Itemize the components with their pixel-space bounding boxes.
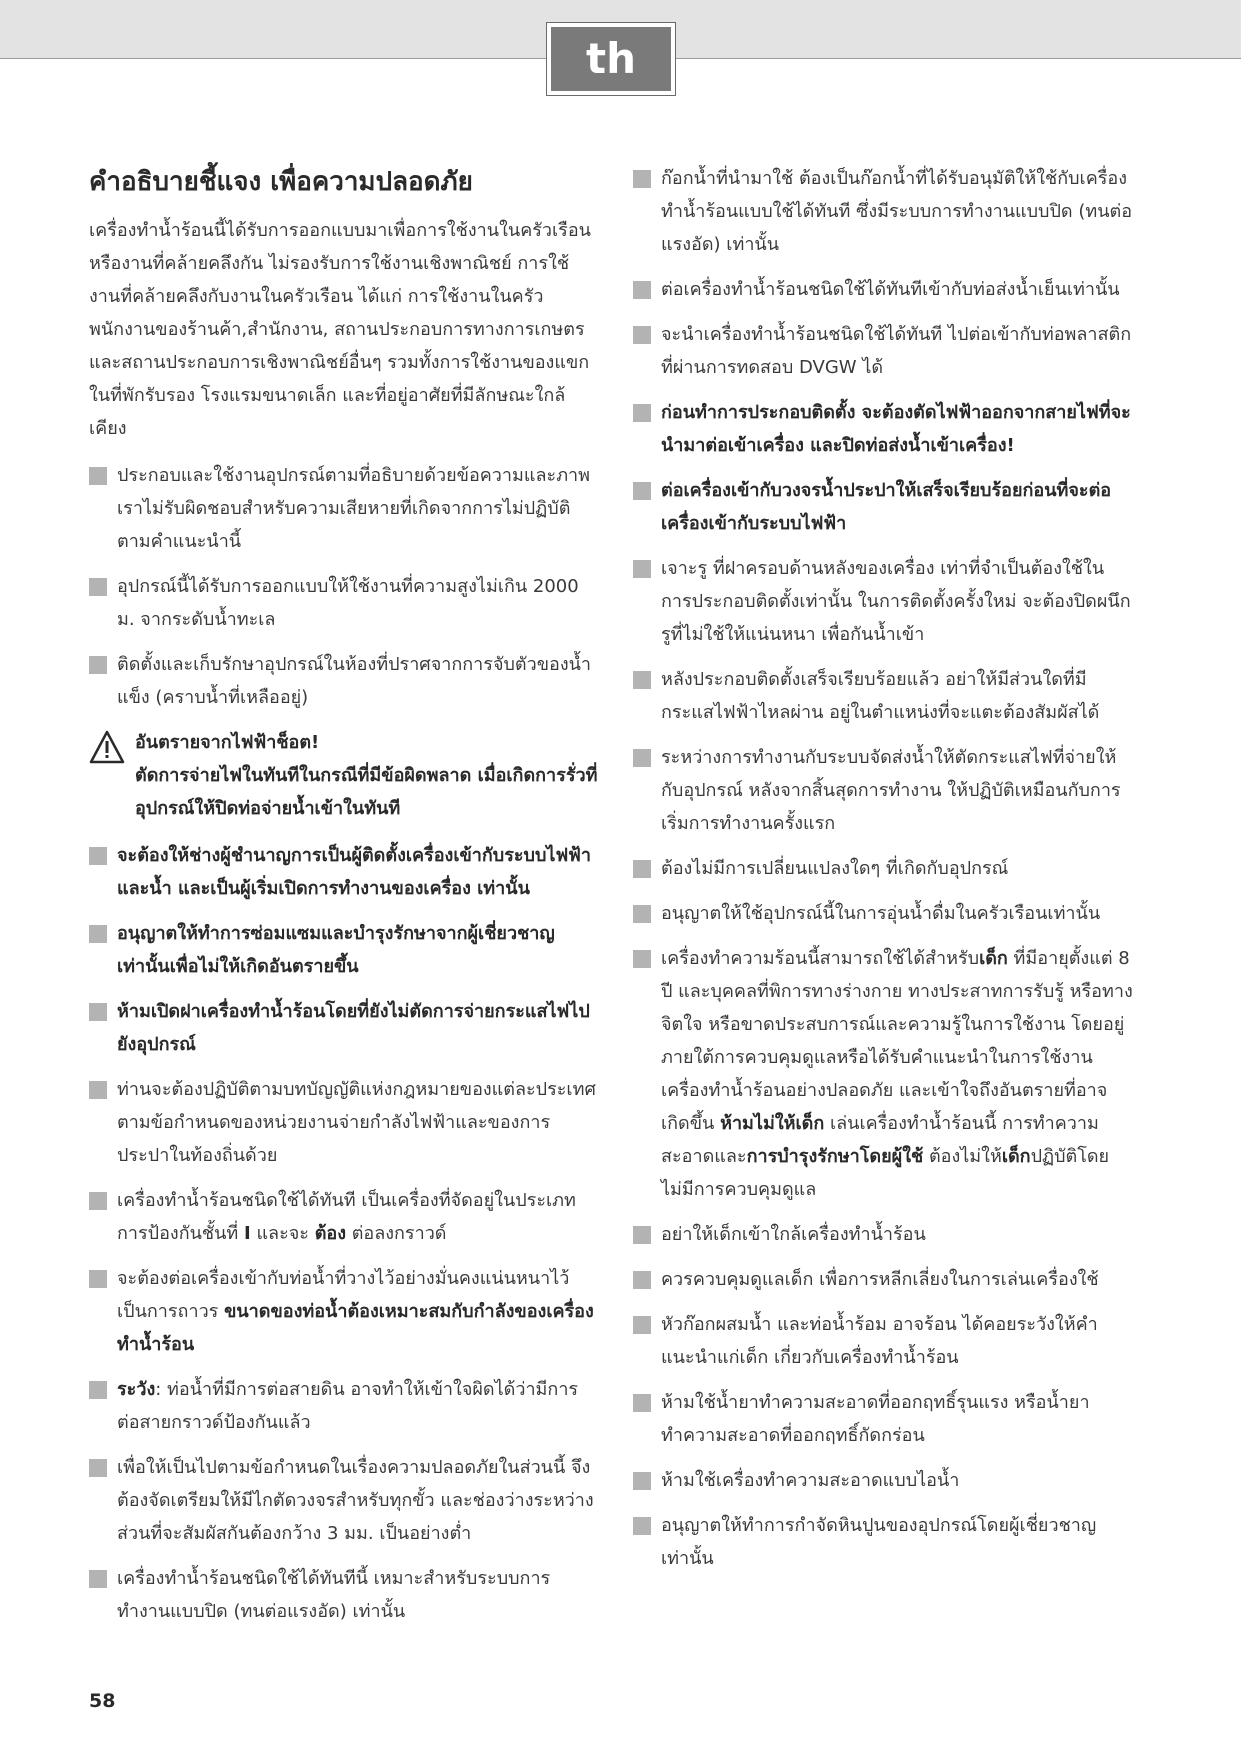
list-item: ท่านจะต้องปฏิบัติตามบทบัญญัติแห่งกฎหมายของแต่ละประเทศตามข้อกำหนดของหน่วยงานจ่ายกำลังไฟฟ้าและของการประปาในท้องถิ่นด้วย <box>89 1073 599 1172</box>
square-bullet-icon <box>633 860 651 878</box>
list-item: ระหว่างการทำงานกับระบบจัดส่งน้ำให้ตัดกระแสไฟที่จ่ายให้กับอุปกรณ์ หลังจากสิ้นสุดการทำงาน ให้ปฏิบัติเหมือนกับการเริ่มการทำงานครั้งแรก <box>633 741 1133 840</box>
square-bullet-icon <box>89 925 107 943</box>
right-column <box>633 162 1133 1587</box>
list-item: จะต้องให้ช่างผู้ชำนาญการเป็นผู้ติดตั้งเครื่องเข้ากับระบบไฟฟ้าและน้ำ และเป็นผู้เริ่มเปิดการทำงานของเครื่อง เท่านั้น <box>89 839 599 905</box>
square-bullet-icon <box>89 578 107 596</box>
warning-heading: อันตรายจากไฟฟ้าช็อต! <box>135 732 320 753</box>
list-item: ระวัง: ท่อน้ำที่มีการต่อสายดิน อาจทำให้เข้าใจผิดได้ว่ามีการต่อสายกราวด์ป้องกันแล้ว <box>89 1373 599 1439</box>
square-bullet-icon <box>633 1472 651 1490</box>
page-number: 58 <box>89 1690 116 1712</box>
square-bullet-icon <box>633 1226 651 1244</box>
language-tab <box>546 22 676 96</box>
list-item: ต่อเครื่องเข้ากับวงจรน้ำประปาให้เสร็จเรียบร้อยก่อนที่จะต่อเครื่องเข้ากับระบบไฟฟ้า <box>633 474 1133 540</box>
square-bullet-icon <box>633 905 651 923</box>
list-item: ห้ามเปิดฝาเครื่องทำน้ำร้อนโดยที่ยังไม่ตัดการจ่ายกระแสไฟไปยังอุปกรณ์ <box>89 995 599 1061</box>
list-item: ติดตั้งและเก็บรักษาอุปกรณ์ในห้องที่ปราศจากการจับตัวของน้ำแข็ง (คราบน้ำที่เหลืออยู่) <box>89 648 599 714</box>
square-bullet-icon <box>633 1517 651 1535</box>
square-bullet-icon <box>89 1381 107 1399</box>
square-bullet-icon <box>633 749 651 767</box>
language-code: th <box>551 27 671 91</box>
square-bullet-icon <box>633 671 651 689</box>
square-bullet-icon <box>89 1570 107 1588</box>
square-bullet-icon <box>633 1394 651 1412</box>
list-item: อนุญาตให้ทำการกำจัดหินปูนของอุปกรณ์โดยผู้เชี่ยวชาญเท่านั้น <box>633 1509 1133 1575</box>
square-bullet-icon <box>89 1192 107 1210</box>
square-bullet-icon <box>633 560 651 578</box>
square-bullet-icon <box>633 404 651 422</box>
list-item: ต้องไม่มีการเปลี่ยนแปลงใดๆ ที่เกิดกับอุปกรณ์ <box>633 852 1133 885</box>
list-item: หลังประกอบติดตั้งเสร็จเรียบร้อยแล้ว อย่าให้มีส่วนใดที่มีกระแสไฟฟ้าไหลผ่าน อยู่ในตำแหน่งที่จะแตะต้องสัมผัสได้ <box>633 663 1133 729</box>
square-bullet-icon <box>89 1003 107 1021</box>
square-bullet-icon <box>633 1316 651 1334</box>
square-bullet-icon <box>633 170 651 188</box>
list-item: อนุญาตให้ใช้อุปกรณ์นี้ในการอุ่นน้ำดื่มในครัวเรือนเท่านั้น <box>633 897 1133 930</box>
square-bullet-icon <box>89 847 107 865</box>
square-bullet-icon <box>89 1081 107 1099</box>
list-item: ก่อนทำการประกอบติดตั้ง จะต้องตัดไฟฟ้าออกจากสายไฟที่จะนำมาต่อเข้าเครื่อง และปิดท่อส่งน้ำเข้าเครื่อง! <box>633 396 1133 462</box>
list-item: เจาะรู ที่ฝาครอบด้านหลังของเครื่อง เท่าที่จำเป็นต้องใช้ในการประกอบติดตั้งเท่านั้น ในการติดตั้งครั้งใหม่ จะต้องปิดผนึกรูที่ไม่ใช้ให้แน่นหนา เพื่อกันน้ำเข้า <box>633 552 1133 651</box>
list-item: ควรควบคุมดูแลเด็ก เพื่อการหลีกเลี่ยงในการเล่นเครื่องใช้ <box>633 1263 1133 1296</box>
list-item: เครื่องทำน้ำร้อนชนิดใช้ได้ทันทีนี้ เหมาะสำหรับระบบการทำงานแบบปิด (ทนต่อแรงอัด) เท่านั้น <box>89 1562 599 1628</box>
square-bullet-icon <box>633 482 651 500</box>
square-bullet-icon <box>89 467 107 485</box>
intro-paragraph: เครื่องทำน้ำร้อนนี้ได้รับการออกแบบมาเพื่อการใช้งานในครัวเรือนหรืองานที่คล้ายคลึงกัน ไม่รองรับการใช้งานเชิงพาณิชย์ การใช้งานที่คล้ายคลึงกับงานในครัวเรือน ได้แก่ การใช้งานในครัวพนักงานของร้านค้า,สำนักงาน, สถานประกอบการทางการเกษตร และสถานประกอบการเชิงพาณิชย์อื่นๆ รวมทั้งการใช้งานของแขกในที่พักรับรอง โรงแรมขนาดเล็ก และที่อยู่อาศัยที่มีลักษณะใกล้เคียง <box>89 220 591 439</box>
section-title: คำอธิบายชี้แจง เพื่อความปลอดภัย <box>89 167 473 197</box>
list-item: หัวก๊อกผสมน้ำ และท่อน้ำร้อม อาจร้อน ได้คอยระวังให้คำแนะนำแก่เด็ก เกี่ยวกับเครื่องทำน้ำร้อน <box>633 1308 1133 1374</box>
list-item: ประกอบและใช้งานอุปกรณ์ตามที่อธิบายด้วยข้อความและภาพ เราไม่รับผิดชอบสำหรับความเสียหายที่เกิดจากการไม่ปฏิบัติตามคำแนะนำนี้ <box>89 459 599 558</box>
list-item: เครื่องทำน้ำร้อนชนิดใช้ได้ทันที เป็นเครื่องที่จัดอยู่ในประเภทการป้องกันชั้นที่ I และจะ ต้อง ต่อลงกราวด์ <box>89 1184 599 1250</box>
warning-triangle-icon <box>89 730 125 764</box>
list-item: อนุญาตให้ทำการซ่อมแซมและบำรุงรักษาจากผู้เชี่ยวชาญเท่านั้นเพื่อไม่ให้เกิดอันตรายขึ้น <box>89 917 599 983</box>
warning-text: ตัดการจ่ายไฟในทันทีในกรณีที่มีข้อผิดพลาด เมื่อเกิดการรั่วที่อุปกรณ์ให้ปิดท่อจ่ายน้ำเข้าในทันที <box>135 765 598 819</box>
list-item: จะนำเครื่องทำน้ำร้อนชนิดใช้ได้ทันที ไปต่อเข้ากับท่อพลาสติกที่ผ่านการทดสอบ DVGW ได้ <box>633 318 1133 384</box>
list-item: ก๊อกน้ำที่นำมาใช้ ต้องเป็นก๊อกน้ำที่ได้รับอนุมัติให้ใช้กับเครื่องทำน้ำร้อนแบบใช้ได้ทันที ซึ่งมีระบบการทำงานแบบปิด (ทนต่อแรงอัด) เท่านั้น <box>633 162 1133 261</box>
square-bullet-icon <box>633 281 651 299</box>
square-bullet-icon <box>633 1271 651 1289</box>
square-bullet-icon <box>633 950 651 968</box>
list-item: เครื่องทำความร้อนนี้สามารถใช้ได้สำหรับเด็ก ที่มีอายุตั้งแต่ 8 ปี และบุคคลที่พิการทางร่างกาย ทางประสาทการรับรู้ หรือทางจิตใจ หรือขาดประสบการณ์และความรู้ในการใช้งาน โดยอยู่ภายใต้การควบคุมดูแลหรือได้รับคำแนะนำในการใช้งานเครื่องทำน้ำร้อนอย่างปลอดภัย และเข้าใจถึงอันตรายที่อาจเกิดขึ้น ห้ามไม่ให้เด็ก เล่นเครื่องทำน้ำร้อนนี้ การทำความสะอาดและการบำรุงรักษาโดยผู้ใช้ ต้องไม่ให้เด็กปฏิบัติโดยไม่มีการควบคุมดูแล <box>633 942 1133 1206</box>
list-item: ต่อเครื่องทำน้ำร้อนชนิดใช้ได้ทันทีเข้ากับท่อส่งน้ำเย็นเท่านั้น <box>633 273 1133 306</box>
list-item: อย่าให้เด็กเข้าใกล้เครื่องทำน้ำร้อน <box>633 1218 1133 1251</box>
square-bullet-icon <box>89 656 107 674</box>
list-item: จะต้องต่อเครื่องเข้ากับท่อน้ำที่วางไว้อย่างมั่นคงแน่นหนาไว้เป็นการถาวร ขนาดของท่อน้ำต้องเหมาะสมกับกำลังของเครื่องทำน้ำร้อน <box>89 1262 599 1361</box>
square-bullet-icon <box>89 1459 107 1477</box>
list-item: อุปกรณ์นี้ได้รับการออกแบบให้ใช้งานที่ความสูงไม่เกิน 2000 ม. จากระดับน้ำทะเล <box>89 570 599 636</box>
square-bullet-icon <box>89 1270 107 1288</box>
list-item: ห้ามใช้น้ำยาทำความสะอาดที่ออกฤทธิ์รุนแรง หรือน้ำยาทำความสะอาดที่ออกฤทธิ์กัดกร่อน <box>633 1386 1133 1452</box>
square-bullet-icon <box>633 326 651 344</box>
left-column <box>89 162 599 1640</box>
electric-shock-warning <box>89 726 599 825</box>
list-item: เพื่อให้เป็นไปตามข้อกำหนดในเรื่องความปลอดภัยในส่วนนี้ จึงต้องจัดเตรียมให้มีไกตัดวงจรสำหรับทุกขั้ว และช่องว่างระหว่างส่วนที่จะสัมผัสกันต้องกว้าง 3 มม. เป็นอย่างต่ำ <box>89 1451 599 1550</box>
list-item: ห้ามใช้เครื่องทำความสะอาดแบบไอน้ำ <box>633 1464 1133 1497</box>
